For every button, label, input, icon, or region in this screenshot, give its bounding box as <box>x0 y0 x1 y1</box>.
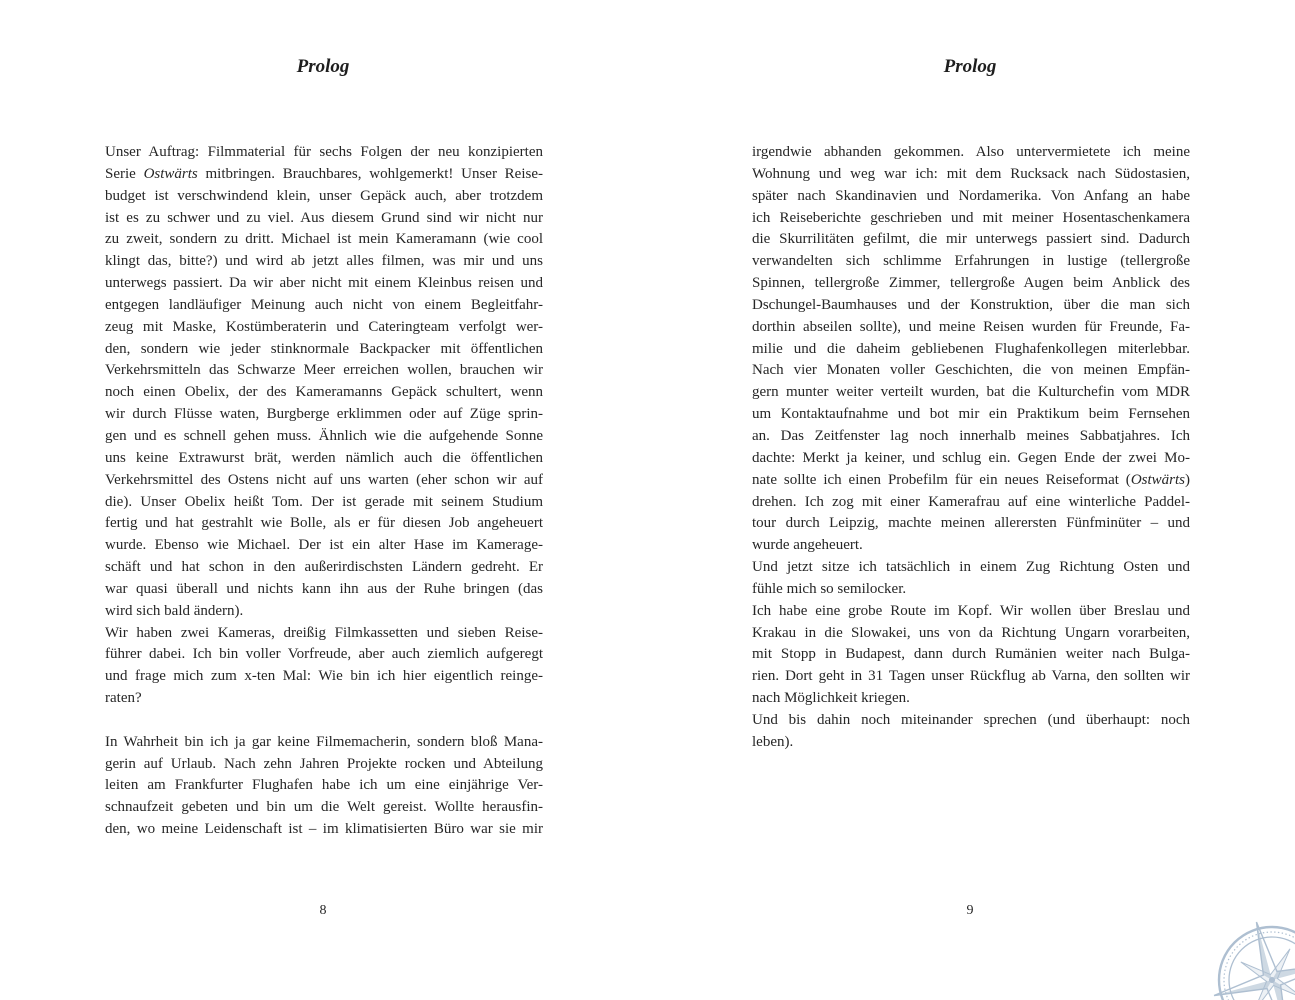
text-run: mitbringen. Brauchbares, wohlgemerkt! Unser Reise- <box>197 165 543 182</box>
text-line: und frage mich zum x-ten Mal: Wie bin ich hier eigentlich reinge- <box>105 668 543 685</box>
text-line: leiten am Frankfurter Flughafen habe ich um eine einjährige Ver- <box>105 777 543 794</box>
text-line: zu zweit, sondern zu dritt. Michael ist mein Kameramann (wie cool <box>105 231 543 248</box>
text-run: nate sollte ich einen Probefilm für ein neues Reiseformat ( <box>752 471 1131 488</box>
text-line: dachte: Merkt ja keiner, und schlug ein. Gegen Ende der zwei Mo- <box>752 449 1190 466</box>
text-line: gerin auf Urlaub. Nach zehn Jahren Projekte rocken und Abteilung <box>105 755 543 772</box>
text-line: fertig und hat gestrahlt wie Bolle, als er für diesen Job angeheuert <box>105 515 543 532</box>
text-line: klingt das, bitte?) und wird ab jetzt alles filmen, was mir und uns <box>105 253 543 270</box>
text-line: Ich habe eine grobe Route im Kopf. Wir wollen über Breslau und <box>752 602 1190 619</box>
text-line: führer dabei. Ich bin voller Vorfreude, aber auch ziemlich aufgeregt <box>105 646 543 663</box>
text-line: Verkehrsmitteln das Schwarze Meer erreichen wollen, brauchen wir <box>105 362 543 379</box>
text-line: entgegen landläufiger Meinung auch nicht von einem Begleitfahr- <box>105 296 543 313</box>
text-line: Wohnung und weg war ich: mit dem Rucksack nach Südostasien, <box>752 165 1190 182</box>
text-line: Und jetzt sitze ich tatsächlich in einem Zug Richtung Osten und <box>752 559 1190 576</box>
text-line: schnaufzeit gebeten und bin um die Welt gereist. Wollte herausfin- <box>105 799 543 816</box>
left-page <box>0 0 647 1000</box>
text-line: In Wahrheit bin ich ja gar keine Filmemacherin, sondern bloß Mana- <box>105 733 543 750</box>
paragraph <box>752 601 1190 710</box>
text-line: Unser Auftrag: Filmmaterial für sechs Folgen der neu konzipierten <box>105 144 543 160</box>
text-line: wurde. Ebenso wie Michael. Der ist ein alter Hase im Kamerage- <box>105 537 543 554</box>
text-line: gern munter weiter verteilt wurden, bat die Kulturchefin vom MDR <box>752 384 1190 401</box>
text-line: wir durch Flüsse waten, Burgberge erklimmen oder auf Züge sprin- <box>105 406 543 423</box>
running-header: Prolog <box>296 56 350 77</box>
text-line: Nach vier Monaten voller Geschichten, die von meinen Empfän- <box>752 362 1190 379</box>
text-line <box>105 164 543 186</box>
text-line: die Skurrilitäten gefilmt, die mir unterwegs passiert sind. Dadurch <box>752 231 1190 248</box>
text-line: fühle mich so semilocker. <box>752 580 907 597</box>
text-line: Spinnen, tellergroße Zimmer, tellergroße Augen beim Anblick des <box>752 275 1190 292</box>
text-line: zeug mit Maske, Kostümberaterin und Cateringteam verfolgt wer- <box>105 318 543 335</box>
compass-rose-icon <box>1205 915 1295 1000</box>
text-line: unterwegs passiert. Da wir aber nicht mit einem Kleinbus reisen und <box>105 275 543 292</box>
text-run: ) <box>1185 471 1190 488</box>
paragraph <box>105 623 543 710</box>
text-line: den, sondern wie jeder stinknormale Backpacker mit öffentlichen <box>105 340 543 357</box>
text-line: irgendwie abhanden gekommen. Also untervermietete ich meine <box>752 144 1190 160</box>
text-line: rien. Dort geht in 31 Tagen unser Rückflug ab Varna, den sollten wir <box>752 668 1190 685</box>
text-line: Dschungel-Baumhauses und der Konstruktion, über die man sich <box>752 296 1190 313</box>
text-line: Wir haben zwei Kameras, dreißig Filmkassetten und sieben Reise- <box>105 624 543 641</box>
text-line: Krakau in die Slowakei, uns von da Richtung Ungarn vorarbeiten, <box>752 624 1190 641</box>
text-line: leben). <box>752 733 794 750</box>
text-line: drehen. Ich zog mit einer Kamerafrau auf eine winterliche Paddel- <box>752 493 1190 510</box>
paragraph <box>105 142 543 623</box>
text-line: Und bis dahin noch miteinander sprechen (und überhaupt: noch <box>752 711 1190 728</box>
text-line: die). Unser Obelix heißt Tom. Der ist gerade mit seinem Studium <box>105 493 543 510</box>
right-page <box>647 0 1295 1000</box>
text-line: verwandelten sich schlimme Erfahrungen in lustige (tellergroße <box>752 253 1190 270</box>
text-line: war quasi überall und nichts kann ihn aus der Ruhe bringen (das <box>105 580 543 597</box>
italic-series-title: Ostwärts <box>143 165 198 182</box>
text-line: ich Reiseberichte geschrieben und mit meiner Hosentaschenkamera <box>752 209 1190 226</box>
page-number: 9 <box>966 903 974 918</box>
text-line: später nach Skandinavien und Nordamerika. Von Anfang an habe <box>752 187 1190 204</box>
text-line: wird sich bald ändern). <box>105 602 244 619</box>
text-line: Verkehrsmittel des Ostens nicht auf uns warten (eher schon wir auf <box>105 471 543 488</box>
text-line: an. Das Zeitfenster lag noch innerhalb meines Sabbatjahres. Ich <box>752 427 1190 444</box>
paragraph <box>105 732 543 841</box>
text-line: raten? <box>105 690 142 707</box>
page-number: 8 <box>319 903 327 918</box>
text-line: nach Möglichkeit kriegen. <box>752 690 910 707</box>
text-line: milie und die daheim gebliebenen Flughafenkollegen miterlebbar. <box>752 340 1190 357</box>
text-line: gen und es schnell gehen muss. Ähnlich wie die aufgehende Sonne <box>105 427 543 444</box>
text-line: schäft und hat schon in den außerirdischsten Ländern gedreht. Er <box>105 559 543 576</box>
text-line: noch einen Obelix, der des Kameramanns Gepäck schultert, wenn <box>105 384 543 401</box>
text-line: wurde angeheuert. <box>752 537 863 554</box>
text-line <box>752 470 1190 492</box>
paragraph <box>752 710 1190 754</box>
text-line: um Kontaktaufnahme und bot mir ein Praktikum beim Fernsehen <box>752 406 1190 423</box>
paragraph <box>752 142 1190 557</box>
text-line: mit Stopp in Budapest, dann durch Rumänien weiter nach Bulga- <box>752 646 1190 663</box>
text-line: den, wo meine Leidenschaft ist – im klimatisierten Büro war sie mir <box>105 821 543 838</box>
paragraph <box>752 557 1190 601</box>
text-line: ist es zu schwer und zu viel. Aus diesem Grund sind wir nicht nur <box>105 209 543 226</box>
text-run: Serie <box>105 165 144 182</box>
running-header: Prolog <box>943 56 997 77</box>
italic-series-title: Ostwärts <box>1130 471 1185 488</box>
left-text-column <box>105 142 543 841</box>
text-line: dorthin abseilen sollte), und meine Reisen wurden für Freunde, Fa- <box>752 318 1190 335</box>
right-text-column <box>752 142 1190 754</box>
text-line: tour durch Leipzig, machte meinen allerersten Fünfminüter – und <box>752 515 1190 532</box>
text-line: uns keine Extrawurst brät, werden nämlich auch die öffentlichen <box>105 449 543 466</box>
text-line: budget ist verschwindend klein, unser Gepäck auch, aber trotzdem <box>105 187 543 204</box>
